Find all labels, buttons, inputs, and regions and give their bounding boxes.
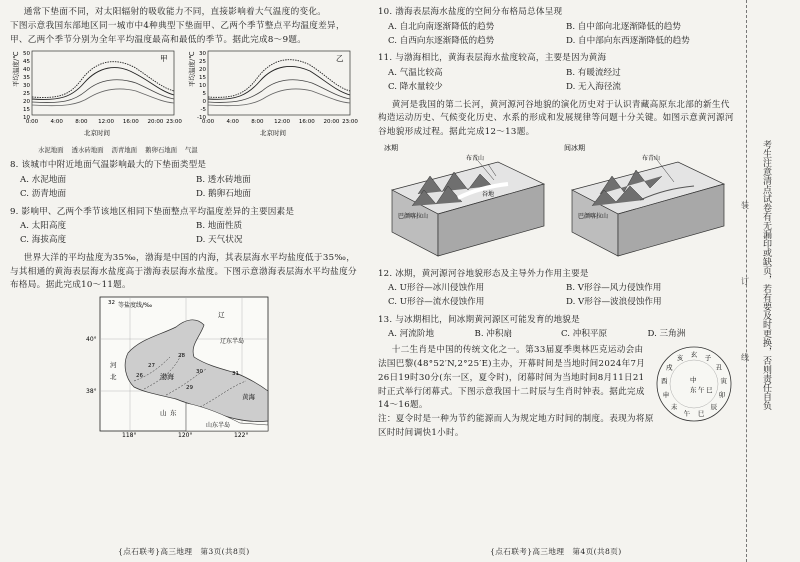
q13-option-b: B. 冲积扇 [474,328,513,339]
footer-right: {点石联考}高三地理 第4页(共8页) [490,547,622,556]
curve-jia-cement [32,68,174,100]
salinity-paragraph: 世界大洋的平均盐度为35‰，渤海是中国的内海，其表层海水平均盐度低于35‰，与其相通的黄海表层海水盐度高于渤海表层海水盐度。下图示意渤海表层海水平均盐度分布格局。据此完成10～11题。 [10,252,357,291]
x-tick-label: 4:00 [50,119,63,126]
y-tick-label: 30 [199,51,206,58]
y-tick-label: 10 [23,115,30,122]
y-axis-label-yi: 平均温度/℃ [188,51,196,88]
map-label-bei: 北 [110,373,117,381]
olympics-paragraph: 十二生肖是中国的传统文化之一。第33届夏季奥林匹克运动会由法国巴黎(48°52′N,2°25′E)主办，开幕时间是当地时间2024年7月26日19时30分(东一区，夏令时)，闭幕时间为当地时间8月11日21时正式举行闭幕式。下图示意我国十二时辰与生肖时钟表。据此完成14～16题。 [378,345,646,411]
label-bayan-2: 巴颜喀拉山 [578,212,609,220]
q8-option-c: C. 沥青地面 [20,188,67,199]
y-tick-label: 10 [199,83,206,90]
zodiac-char: 玄 [690,350,698,359]
bind-mark-1: 装 [741,201,749,210]
zodiac-char: 申 [662,391,670,400]
isoline-label-28: 28 [178,353,185,359]
ice-age-block [392,154,544,256]
q12-option-b: B. V形谷—风力侵蚀作用 [566,283,662,294]
curve-yi-cement [208,67,350,100]
y-tick-label: 20 [199,67,206,74]
map-label-shandong: 山东半岛 [206,422,231,429]
q11-option-d: D. 无入海径流 [566,81,622,92]
isoline-label-32: 32 [108,300,115,306]
label-bayan-1: 巴颜喀拉山 [398,212,429,220]
map-label-huanghai: 黄海 [242,393,255,401]
question-9: 9. 影响甲、乙两个季节该地区相同下垫面整点平均温度差异的主要因素是 [10,206,295,217]
zodiac-char: 亥 [676,354,684,363]
y-tick-label: 30 [23,83,30,90]
question-12-options [378,282,734,310]
map-legend-isoline: 等盐度线/‰ [118,302,153,309]
zodiac-char: 寅 [720,377,728,386]
lon-122: 122° [234,432,249,437]
glacial-valley-diagram [378,140,734,262]
legend-pebble: 鹅卵石地面 [145,146,178,154]
footer-left: {点石联考}高三地理 第3页(共8页) [118,547,250,556]
bohai-salinity-map [10,295,362,437]
q9-option-d: D. 天气状况 [196,235,243,245]
y-tick-label: 0 [202,99,206,106]
q11-option-b: B. 有暖流经过 [566,68,621,78]
x-axis-label-jia: 北京时间 [84,129,110,138]
y-tick-label: 40 [23,67,30,74]
question-9-options [10,220,362,248]
y-tick-label: 25 [199,59,206,66]
y-ticks-jia [23,51,30,121]
question-8-options [10,174,362,202]
clock-center-4: 巳 [706,386,713,395]
question-11-options [378,67,734,95]
isoline-label-26: 26 [136,373,143,379]
x-tick-label: 0:00 [201,119,215,126]
interglacial-block [572,154,724,256]
temperature-charts [10,47,362,139]
x-tick-label: 0:00 [25,119,39,126]
left-column [10,6,362,443]
question-12: 12. 冰期，黄河源河谷地貌形态及主导外力作用主要是 [378,268,589,279]
q11-option-a: A. 气温比较高 [388,68,443,78]
q10-option-d: D. 自中部向东西逐渐降低的趋势 [566,35,690,46]
q9-option-a: A. 太阳高度 [20,221,67,232]
olympics-section [378,344,734,440]
y-tick-label: 5 [202,91,206,98]
x-tick-label: 20:00 [323,119,340,126]
x-tick-label: 12:00 [274,119,291,126]
isoline-label-27: 27 [148,363,155,369]
question-10: 10. 渤海表层海水盐度的空间分布格局总体呈现 [378,7,563,17]
curve-jia-asphalt [32,62,174,98]
label-valley: 谷地 [482,190,495,198]
q9-option-c: C. 海拔高度 [20,235,67,245]
q10-option-c: C. 自西向东逐渐降低的趋势 [388,35,495,46]
x-tick-label: 16:00 [298,119,315,126]
x-ticks-yi [202,119,359,125]
label-buqing-2: 布青山 [642,154,661,162]
map-label-liaodong: 辽东半岛 [220,338,245,345]
q8-option-b: B. 透水砖地面 [196,175,251,185]
x-tick-label: 23:00 [342,119,358,126]
y-tick-label: 50 [23,51,30,58]
y-tick-label: -5 [200,107,206,114]
map-label-liao: 辽 [218,311,225,319]
q12-option-d: D. V形谷—波浪侵蚀作用 [566,297,662,307]
binding-notice: 考生注意清点试卷有无漏印或缺页，若有要及时更换，否则责任自负 [761,140,771,410]
isoline-label-29: 29 [186,385,193,391]
q10-option-b: B. 自中部向北逐渐降低的趋势 [566,21,681,32]
zodiac-char: 酉 [660,377,668,386]
x-tick-label: 8:00 [251,119,264,126]
lat-38: 38° [86,388,97,395]
bind-mark-3: 线 [741,353,749,362]
zodiac-char: 巳 [697,409,705,418]
y-tick-label: 35 [23,75,30,82]
map-label-dong: 东 [170,409,177,417]
map-label-he: 河 [110,361,117,369]
chart-yi-label: 乙 [336,54,344,64]
chart-yi [187,51,358,125]
q12-option-c: C. U形谷—流水侵蚀作用 [388,297,485,307]
y-tick-label: 20 [23,99,30,106]
question-10-options [378,21,734,49]
intro-text: 通常下垫面不同，对太阳辐射的吸收能力不同，直接影响着大气温度的变化。 [23,7,327,17]
q8-option-d: D. 鹅卵石地面 [196,188,252,199]
zodiac-char: 未 [670,403,678,412]
y-tick-label: 15 [23,107,30,114]
zodiac-char: 戌 [666,363,673,372]
zodiac-clock [654,344,734,424]
curve-yi-air [208,89,350,106]
diagram-label-interglacial: 间冰期 [564,143,585,152]
zodiac-char: 子 [704,354,712,363]
question-11: 11. 与渤海相比，黄海表层海水盐度较高，主要是因为黄海 [378,53,607,64]
clock-center-3: 午 [698,386,705,395]
q13-option-a: A. 河流阶地 [388,328,435,339]
q13-option-c: C. 冲积平原 [561,328,608,339]
zodiac-char: 丑 [715,363,722,372]
question-13-options [378,328,734,342]
chart-legend [38,145,362,155]
x-tick-label: 23:00 [166,119,182,126]
isoline-label-31: 31 [232,371,239,377]
lon-118: 118° [122,432,137,437]
lon-120: 120° [178,432,193,437]
map-label-bohai: 渤海 [160,373,174,381]
lat-40: 40° [86,336,97,343]
chart-jia [11,51,182,125]
legend-asphalt: 沥青地面 [111,146,138,154]
y-ticks-yi [197,51,206,121]
q13-option-d: D. 三角洲 [647,328,686,339]
q10-option-a: A. 自北向南逐渐降低的趋势 [388,21,495,32]
label-buqing-1: 布青山 [466,154,485,162]
legend-brick: 透水砖地面 [71,146,104,154]
x-tick-label: 20:00 [147,119,164,126]
legend-air: 气温 [185,146,198,154]
x-axis-label-yi: 北京时间 [260,129,286,138]
daylight-saving-note: 注：夏令时是一种为节约能源而人为规定地方时间的制度。表现为将原区时时间调快1小时。 [378,414,654,438]
y-axis-label-jia: 平均温度/℃ [12,51,20,88]
q11-option-c: C. 降水量较少 [388,81,443,92]
q8-option-a: A. 水泥地面 [20,175,67,185]
clock-center-1: 中 [690,376,697,385]
bind-mark-2: 订 [741,277,749,286]
binding-strip [741,0,800,562]
x-tick-label: 4:00 [226,119,239,126]
x-tick-label: 12:00 [98,119,115,126]
chart-jia-label: 甲 [160,54,168,64]
zodiac-char: 辰 [710,403,718,412]
isoline-label-30: 30 [196,369,203,375]
y-tick-label: 15 [199,75,206,82]
zodiac-char: 卯 [718,391,726,400]
x-tick-label: 16:00 [122,119,139,126]
yellow-river-paragraph: 黄河是我国的第二长河，黄河源河谷地貌的演化历史对于认识青藏高原东北部的新生代构造运动历史、气候变化历史、水系的形成和发展规律等问题十分关键。如图示意黄河源河谷地貌形成过程。据此完成12～13题。 [378,99,734,137]
map-label-shan: 山 [160,409,167,417]
q12-option-a: A. U形谷—冰川侵蚀作用 [388,283,485,294]
clock-center-2: 东 [690,386,697,395]
intro-text-2: 下图示意我国东部地区同一城市中4种典型下垫面甲、乙两个季节整点平均温度差异，甲、乙两个季节分别为全年平均温度最高和最低的季节。据此完成8～9题。 [10,20,345,45]
x-tick-label: 8:00 [75,119,88,126]
y-tick-label: 45 [23,59,30,66]
legend-cement: 水泥地面 [38,146,64,154]
x-ticks-jia [26,119,183,125]
diagram-label-ice-age: 冰期 [384,143,398,152]
zodiac-char: 午 [683,409,691,418]
y-tick-label: -10 [197,115,206,122]
right-column [378,6,734,441]
y-tick-label: 25 [23,91,30,98]
question-8: 8. 该城市中附近地面气温影响最大的下垫面类型是 [10,160,207,171]
q9-option-b: B. 地面性质 [196,221,243,232]
question-13: 13. 与冰期相比，间冰期黄河源区可能发育的地貌是 [378,314,580,325]
